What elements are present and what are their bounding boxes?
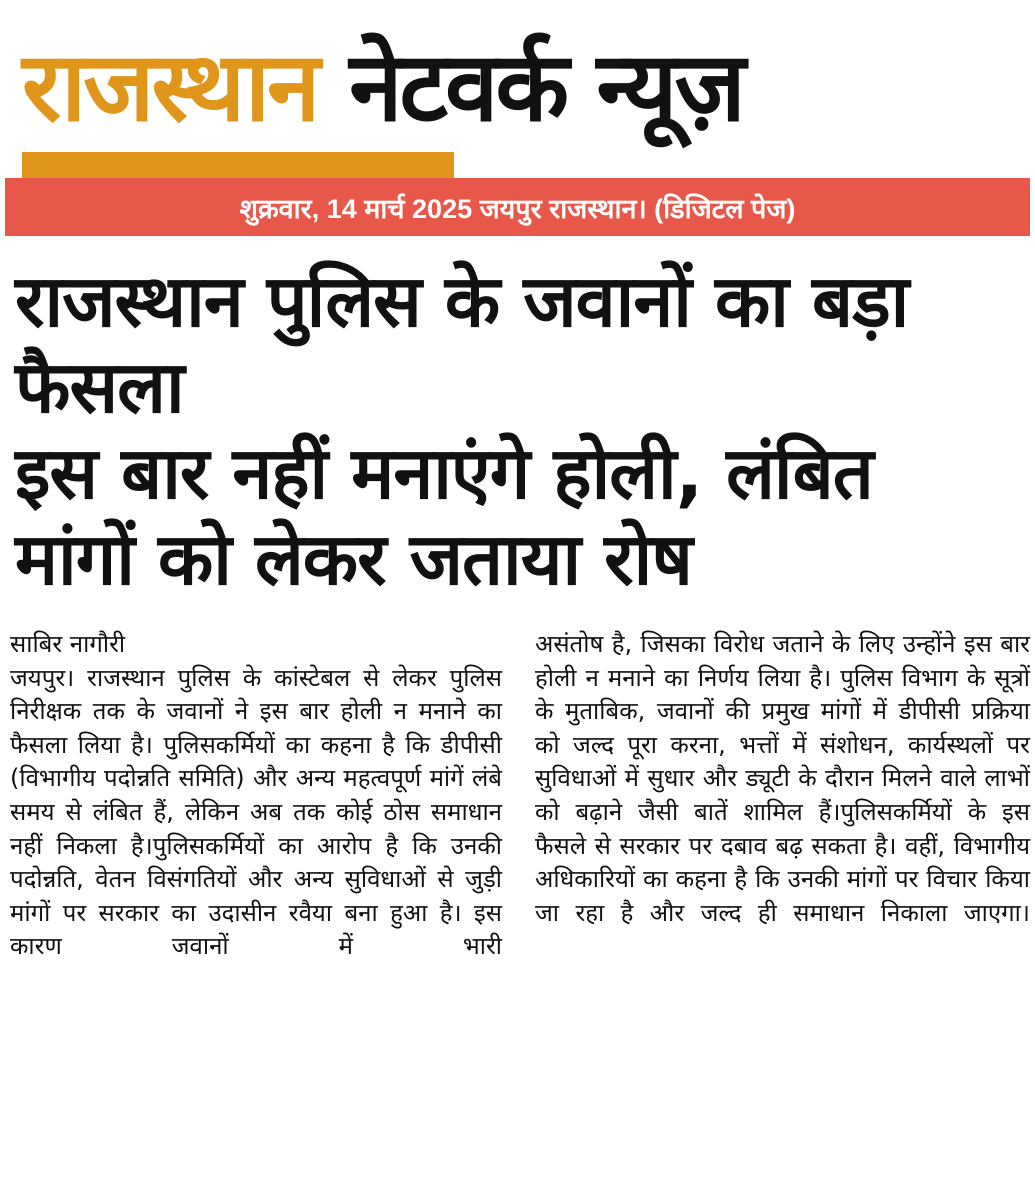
masthead-title-part2: नेटवर्क न्यूज़: [349, 31, 743, 143]
article-paragraph-1: जयपुर। राजस्थान पुलिस के कांस्टेबल से लेकर पुलिस निरीक्षक तक के जवानों ने इस बार होली न मनाने का फैसला लिया है। पुलिसकर्मियों का कहना है कि डीपीसी (विभागीय पदोन्नति समिति) और अन्य महत्वपूर्ण मांगें लंबे समय से लंबित हैं, लेकिन अब तक कोई ठोस समाधान नहीं निकला है।पुलिसकर्मियों का आरोप है कि उनकी पदोन्नति, वेतन विसंगतियों और अन्य सुविधाओं से जुड़ी मांगों पर सरकार का उदासीन रवैया बना हुआ है। इस कारण जवानों में भारी: [10, 663, 502, 961]
article-column-left: [10, 628, 502, 964]
headline-line-2: फैसला: [15, 345, 184, 429]
dateline-banner: [5, 178, 1030, 236]
article-paragraph-2: असंतोष है, जिसका विरोध जताने के लिए उन्होंने इस बार होली न मनाने का निर्णय लिया है। पुलिस विभाग के सूत्रों के मुताबिक, जवानों की प्रमुख मांगों में डीपीसी प्रक्रिया को जल्द पूरा करना, भत्तों में संशोधन, कार्यस्थलों पर सुविधाओं में सुधार और ड्यूटी के दौरान मिलने वाले लाभों को बढ़ाने जैसी बातें शामिल हैं।पुलिसकर्मियों के इस फैसले से सरकार पर दबाव बढ़ सकता है। वहीं, विभागीय अधिकारियों का कहना है कि उनकी मांगों पर विचार किया जा रहा है और जल्द ही समाधान निकाला जाएगा।: [535, 630, 1030, 927]
headline-line-3: इस बार नहीं मनाएंगे होली, लंबित: [15, 431, 873, 515]
byline: साबिर नागौरी: [10, 630, 126, 658]
article-body: [10, 628, 1030, 1190]
masthead-accent-bar: [22, 152, 454, 180]
masthead: [22, 28, 1017, 178]
dateline-text: शुक्रवार, 14 मार्च 2025 जयपुर राजस्थान। (डिजिटल पेज): [239, 193, 796, 224]
masthead-title-part1: राजस्थान: [22, 31, 318, 143]
headline: [15, 258, 1020, 602]
masthead-logo: [22, 28, 743, 146]
headline-line-4: मांगों को लेकर जताया रोष: [15, 517, 692, 601]
article-column-right: [535, 628, 1030, 930]
headline-line-1: राजस्थान पुलिस के जवानों का बड़ा: [15, 259, 909, 343]
